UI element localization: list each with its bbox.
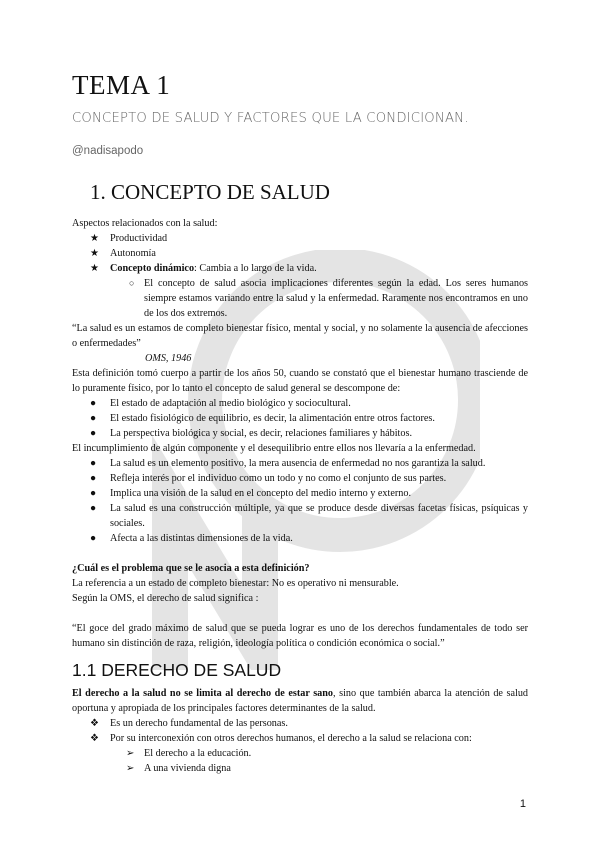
list-item: ❖ Por su interconexión con otros derechos humanos, el derecho a la salud se relaciona con:	[90, 733, 472, 744]
list-item: ★ Productividad	[90, 233, 168, 244]
diamond-bullet-icon: ❖	[90, 718, 100, 729]
document-title: TEMA 1	[72, 70, 171, 100]
arrow-bullet-icon: ➢	[126, 763, 135, 774]
star-bullet-icon: ★	[90, 233, 100, 244]
list-item: ○ El concepto de salud asocia implicaciones diferentes según la edad. Los seres humanos siempre estamos variando entre la salud y la enfermedad. Raramente nos encontramos en uno de los dos extremos.	[129, 278, 528, 319]
dot-bullet-icon: ●	[90, 473, 97, 484]
list-item: ● El estado de adaptación al medio biológico y sociocultural.	[90, 398, 351, 409]
imbalance-paragraph: El incumplimiento de algún componente y el desequilibrio entre ellos nos llevaría a la enfermedad.	[72, 443, 476, 454]
star-bullet-icon: ★	[90, 263, 100, 274]
list-item: ● La salud es una construcción múltiple, ya que se produce desde diversas facetas físicas, psíquicas y sociales.	[90, 503, 528, 529]
aspects-list	[72, 231, 528, 321]
diamond-bullet-icon: ❖	[90, 733, 100, 744]
list-item: ➢ A una vivienda digna	[126, 763, 231, 774]
list-item: ➢ El derecho a la educación.	[126, 748, 252, 759]
list-item: ● La salud es un elemento positivo, la mera ausencia de enfermedad no nos garantiza la salud.	[90, 458, 486, 469]
components-list	[72, 396, 528, 441]
circle-bullet-icon: ○	[129, 278, 135, 288]
quote-author: OMS, 1946	[145, 353, 192, 364]
list-item: ● Refleja interés por el individuo como un todo y no como el conjunto de sus partes.	[90, 473, 447, 484]
document-body	[72, 216, 528, 776]
features-list	[72, 456, 528, 546]
spacer	[72, 606, 528, 621]
document-subtitle: CONCEPTO DE SALUD Y FACTORES QUE LA CONDICIONAN.	[72, 111, 469, 126]
dot-bullet-icon: ●	[90, 503, 97, 514]
right-points-list	[72, 716, 528, 776]
list-item: ● Afecta a las distintas dimensiones de la vida.	[90, 533, 293, 544]
right-quote: “El goce del grado máximo de salud que se pueda lograr es uno de los derechos fundamentales de todo ser humano sin distinción de raza, religión, ideología política o condición económica o social.”	[72, 623, 528, 649]
aspects-intro: Aspectos relacionados con la salud:	[72, 218, 218, 229]
dot-bullet-icon: ●	[90, 533, 97, 544]
problem-answer: La referencia a un estado de completo bienestar: No es operativo ni mensurable.	[72, 578, 399, 589]
star-bullet-icon: ★	[90, 248, 100, 259]
spacer	[72, 546, 528, 561]
right-intro-paragraph: El derecho a la salud no se limita al derecho de estar sano, sino que también abarca la atención de salud oportuna y apropiada de los principales factores determinantes de la salud.	[72, 688, 529, 714]
dot-bullet-icon: ●	[90, 398, 97, 409]
definition-paragraph: Esta definición tomó cuerpo a partir de los años 50, cuando se constató que el bienestar humano trasciende de lo puramente físico, por lo tanto el concepto de salud general se descompone de:	[72, 368, 528, 394]
section-heading-derecho: 1.1 DERECHO DE SALUD	[72, 660, 282, 680]
oms-quote: “La salud es un estamos de completo bienestar físico, mental y social, y no solamente la ausencia de afecciones o enfermedades”	[72, 323, 528, 349]
section-heading-concepto: 1. CONCEPTO DE SALUD	[90, 180, 330, 204]
dot-bullet-icon: ●	[90, 458, 97, 469]
list-item: ● Implica una visión de la salud en el concepto del medio interno y externo.	[90, 488, 412, 499]
arrow-bullet-icon: ➢	[126, 748, 135, 759]
list-item: ● La perspectiva biológica y social, es decir, relaciones familiares y hábitos.	[90, 428, 412, 439]
author-handle: @nadisapodo	[72, 145, 144, 157]
list-item: ● El estado fisiológico de equilibrio, es decir, la alimentación entre otros factores.	[90, 413, 435, 424]
list-item: ★ Autonomía	[90, 248, 156, 259]
list-item: ❖ Es un derecho fundamental de las personas.	[90, 718, 288, 729]
dot-bullet-icon: ●	[90, 413, 97, 424]
oms-right-intro: Según la OMS, el derecho de salud significa :	[72, 593, 259, 604]
dot-bullet-icon: ●	[90, 428, 97, 439]
problem-question: ¿Cuál es el problema que se le asocia a esta definición?	[72, 563, 310, 574]
page-number: 1	[519, 798, 526, 810]
list-item: ★ Concepto dinámico: Cambia a lo largo de la vida.	[90, 263, 317, 274]
dot-bullet-icon: ●	[90, 488, 97, 499]
